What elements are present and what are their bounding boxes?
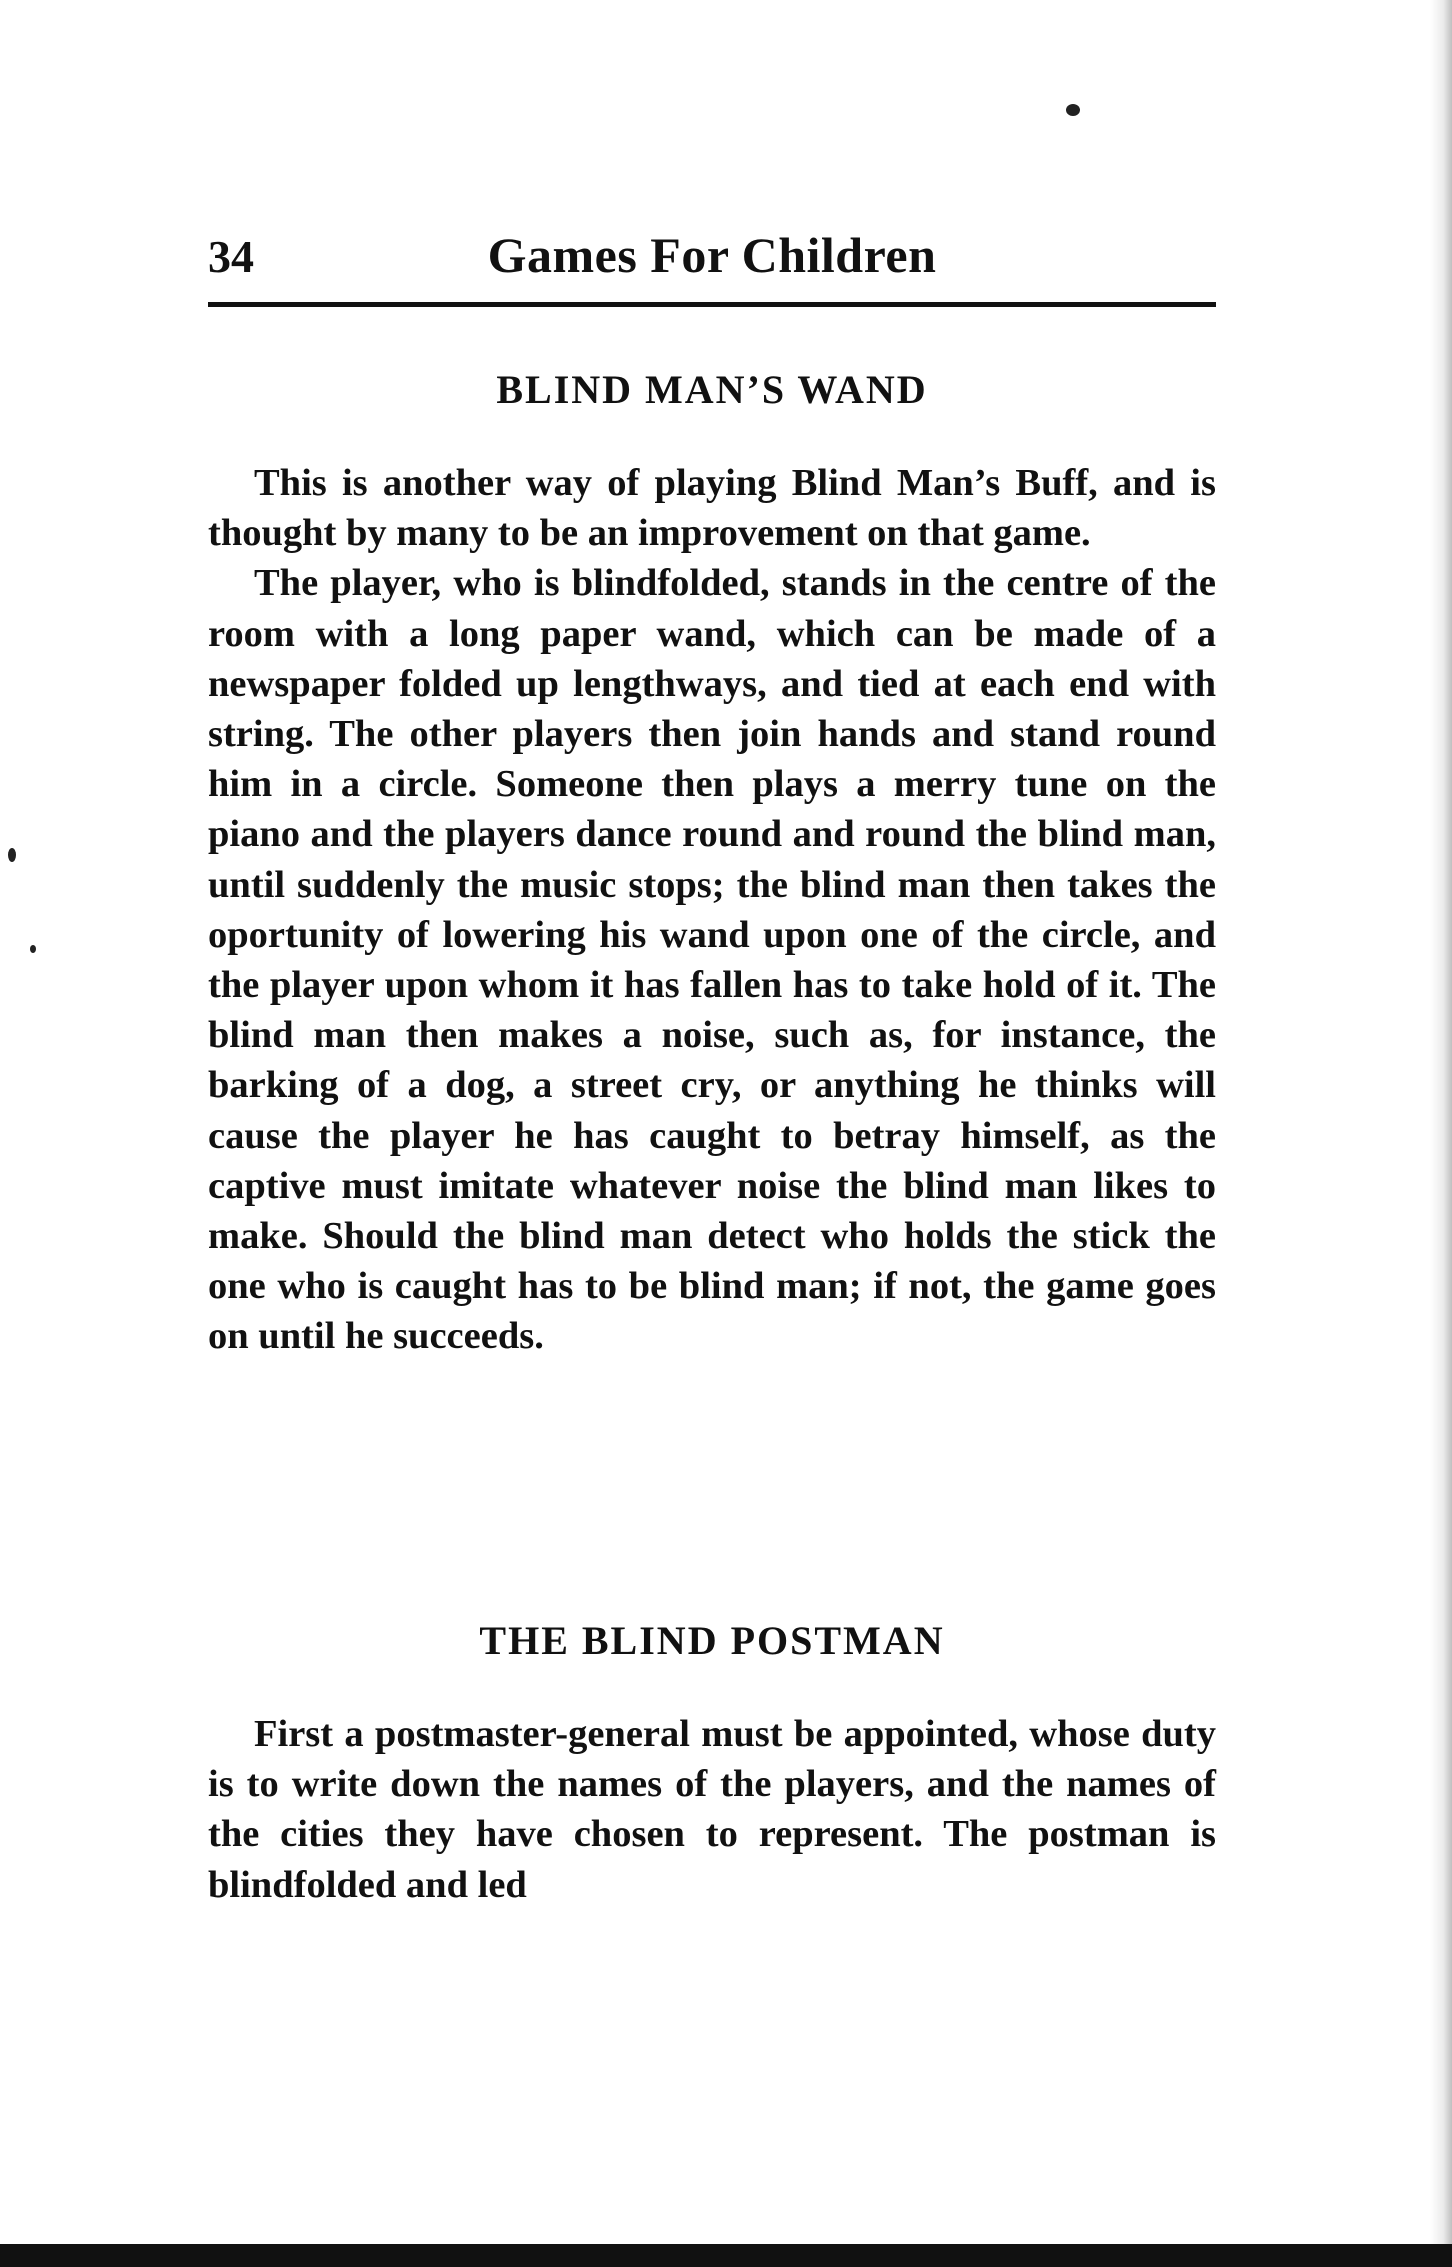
scan-speck — [8, 848, 16, 862]
section-body-blind-mans-wand — [208, 458, 1216, 1362]
paragraph: First a postmaster-general must be appointed, whose duty is to write down the names of the players, and the names of the cities they have chosen to represent. The postman is blindfolded and led — [208, 1713, 1216, 1906]
scan-bottom-edge — [0, 2244, 1452, 2267]
section-title-blind-mans-wand: BLIND MAN’S WAND — [496, 367, 928, 412]
scan-speck — [30, 945, 36, 953]
section-body-blind-postman — [208, 1709, 1216, 1910]
section-title-blind-postman: THE BLIND POSTMAN — [479, 1618, 945, 1663]
page-header — [208, 222, 1216, 307]
page-edge-shadow — [1430, 0, 1452, 2267]
page-number: 34 — [208, 231, 254, 282]
running-title: Games For Children — [487, 227, 937, 283]
scan-speck — [1066, 104, 1080, 116]
paragraph: This is another way of playing Blind Man’s Buff, and is thought by many to be an improvement on that game. — [208, 462, 1216, 555]
paragraph: The player, who is blindfolded, stands in the centre of the room with a long paper wand, which can be made of a newspaper folded up lengthways, and tied at each end with string. The other players then join hands and stand round him in a circle. Someone then plays a merry tune on the piano and the players dance round and round the blind man, until suddenly the music stops; the blind man then takes the oportunity of lowering his wand upon one of the circle, and the player upon whom it has fallen has to take hold of it. The blind man then makes a noise, such as, for instance, the barking of a dog, a street cry, or anything he thinks will cause the player he has caught to betray himself, as the captive must imitate whatever noise the blind man likes to make. Should the blind man detect who holds the stick the one who is caught has to be blind man; if not, the game goes on until he succeeds. — [208, 562, 1216, 1358]
